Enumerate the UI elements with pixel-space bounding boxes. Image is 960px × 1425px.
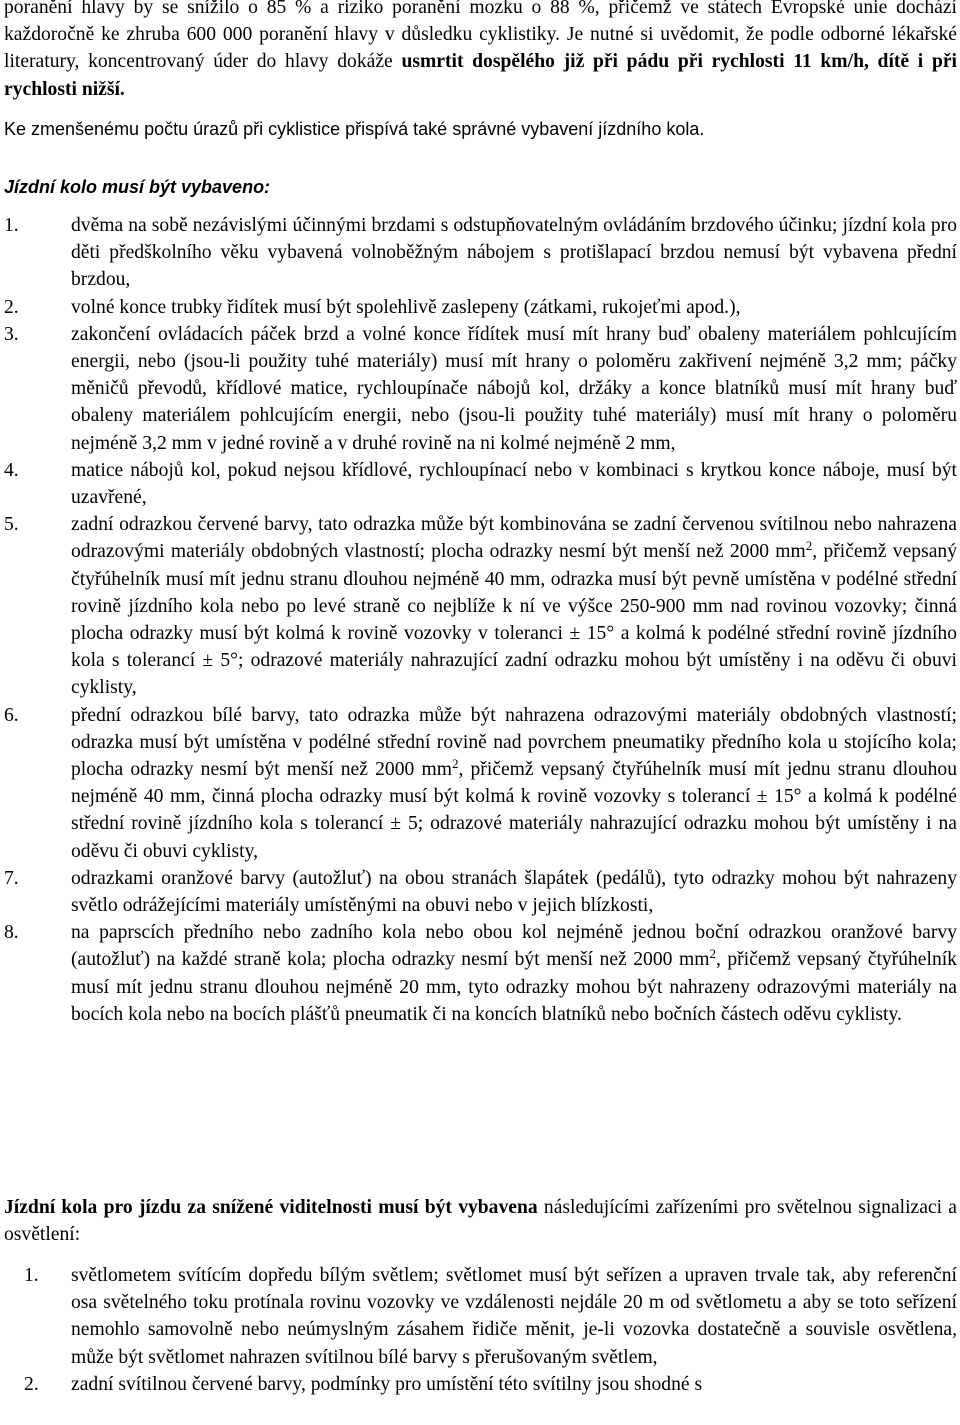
list-item [4,919,957,1028]
list-number: 2. [24,1373,39,1395]
list-item-text: volné konce trubky řidítek musí být spolehlivě zaslepeny (zátkami, rukojeťmi apod.), [71,296,741,318]
list-item-text: na paprscích předního nebo zadního kola nebo obou kol nejméně jednou boční odrazkou oranžové barvy (autožluť) na každé straně kola; plocha odrazky nesmí být menší než 2000 mm [71,922,957,971]
intro-text: poranění hlavy by se snížilo o 85 % a riziko poranění mozku o 88 %, přičemž ve státech Evropské unie dochází každoročně ke zhruba 600 000 poranění hlavy v důsledku cyklistiky. Je nutné si uvědomit, že podle odborné lékařské literatury, koncentrovaný úder do hlavy dokáže [4,0,957,73]
visibility-paragraph [4,1194,957,1248]
list-item-text: , přičemž vepsaný čtyřúhelník musí mít jednu stranu dlouhou nejméně 40 mm, odrazka musí být pevně umístěna v podélné střední rovině jízdního kola nebo po levé straně co nejblíže k ní ve výšce 250-900 mm nad rovinou vozovky; činná plocha odrazky musí být kolmá k rovině vozovky v toleranci ± 15° a kolmá k podélné střední rovině jízdního kola s tolerancí ± 5°; odrazové materiály nahrazující zadní odrazku mohou být umístěny i na oděvu či obuvi cyklisty, [71,541,957,699]
list-number: 4. [4,459,19,481]
superscript: 2 [451,756,459,772]
list-number: 3. [4,323,19,345]
list-item [4,1262,957,1371]
list-item [4,321,957,457]
list-item-text: světlometem svítícím dopředu bílým světlem; světlomet musí být seřízen a upraven trvale tak, aby referenční osa světelného toku protínala rovinu vozovky ve vzdálenosti nejdále 20 m od světlometu a aby se toto seřízení nemohlo samovolně nebo neúmyslným zásahem řidiče měnit, je-li vozovka dostatečně a souvisle osvětlena, může být světlomet nahrazen svítilnou bílé barvy s přerušovaným světlem, [71,1265,957,1368]
list-number: 1. [4,215,19,236]
list-item [4,294,957,321]
list-item-text: dvěma na sobě nezávislými účinnými brzdami s odstupňovatelným ovládáním brzdového účinku; jízdní kola pro děti předškolního věku vybavená volnoběžným nábojem s protišlapací brzdou nemusí být vybavena přední brzdou, [71,215,957,291]
list-number: 2. [4,296,19,318]
list-item-text: zadní odrazkou červené barvy, tato odrazka může být kombinována se zadní červenou svítilnou nebo nahrazena odrazovými materiály obdobných vlastností; plocha odrazky nesmí být menší než 2000 mm [71,514,957,563]
list-item [4,1371,957,1398]
superscript: 2 [709,946,716,962]
list-item [4,511,957,701]
visibility-text: následujícími zařízeními pro světelnou signalizaci a osvětlení: [4,1197,958,1246]
list-item-text: matice nábojů kol, pokud nejsou křídlové, rychloupínací nebo v kombinaci s krytkou konce náboje, musí být uzavřené, [71,459,957,509]
list-number: 5. [4,514,19,536]
list-item-text: odrazkami oranžové barvy (autožluť) na obou stranách šlapátek (pedálů), tyto odrazky mohou být nahrazeny světlo odrážejícími materiály umístěnými na obuvi nebo v jejich blízkosti, [71,867,957,917]
equipment-note: Ke zmenšenému počtu úrazů při cyklistice přispívá také správné vybavení jízdního kola. [4,119,705,139]
list-item [4,457,957,511]
list-item-text: , přičemž vepsaný čtyřúhelník musí mít jednu stranu dlouhou nejméně 40 mm, činná plocha odrazky musí být kolmá k rovině vozovky s tolerancí ± 15° a kolmá k podélné střední rovině jízdního kola s tolerancí ± 5; odrazové materiály nahrazující odrazku mohou být umístěny i na oděvu či obuvi cyklisty, [71,759,958,862]
list-item-text: zadní svítilnou červené barvy, podmínky pro umístění této svítilny jsou shodné s [71,1373,703,1395]
list-item-text: zakončení ovládacích páček brzd a volné konce řídítek musí mít hrany buď obaleny materiálem pohlcujícím energii, nebo (jsou-li použity tuhé materiály) musí mít hrany o poloměru zakřivení nejméně 3,2 mm; páčky měničů převodů, křídlové matice, rychloupínače nábojů kol, držáky a konce blatníků musí mít hrany buď obaleny materiálem pohlcujícím energii, nebo (jsou-li použity tuhé materiály) musí mít hrany o poloměru nejméně 3,2 mm v jedné rovině a v druhé rovině na ni kolmé nejméně 2 mm, [71,323,957,454]
list-item-text: , přičemž vepsaný čtyřúhelník musí mít jednu stranu dlouhou nejméně 20 mm, tyto odrazky mohou být nahrazeny odrazovými materiály na bocích kola nebo na bocích plášťů pneumatik či na koncích blatníků nebo bočních částech oděvu cyklisty. [71,949,957,1025]
superscript: 2 [805,538,813,554]
visibility-list [4,1262,957,1398]
list-number: 6. [4,704,19,726]
list-item [4,702,957,865]
list-item-text: přední odrazkou bílé barvy, tato odrazka může být nahrazena odrazovými materiály obdobných vlastností; odrazka musí být umístěna v podélné střední rovině nad povrchem pneumatiky předního kola u stojícího kola; plocha odrazky nesmí být menší než 2000 mm [71,704,957,781]
list-item [4,212,957,294]
list-number: 1. [24,1265,39,1286]
equipment-heading: Jízdní kolo musí být vybaveno: [4,177,271,197]
intro-paragraph [4,0,957,103]
equipment-list [4,212,957,1028]
intro-bold-text: usmrtit dospělého již při pádu při rychlosti 11 km/h, dítě i při rychlosti nižší. [4,51,957,100]
list-number: 7. [4,867,19,889]
list-item [4,865,957,919]
visibility-bold-text: Jízdní kola pro jízdu za snížené viditelnosti musí být vybavena [4,1197,538,1218]
list-number: 8. [4,922,19,944]
